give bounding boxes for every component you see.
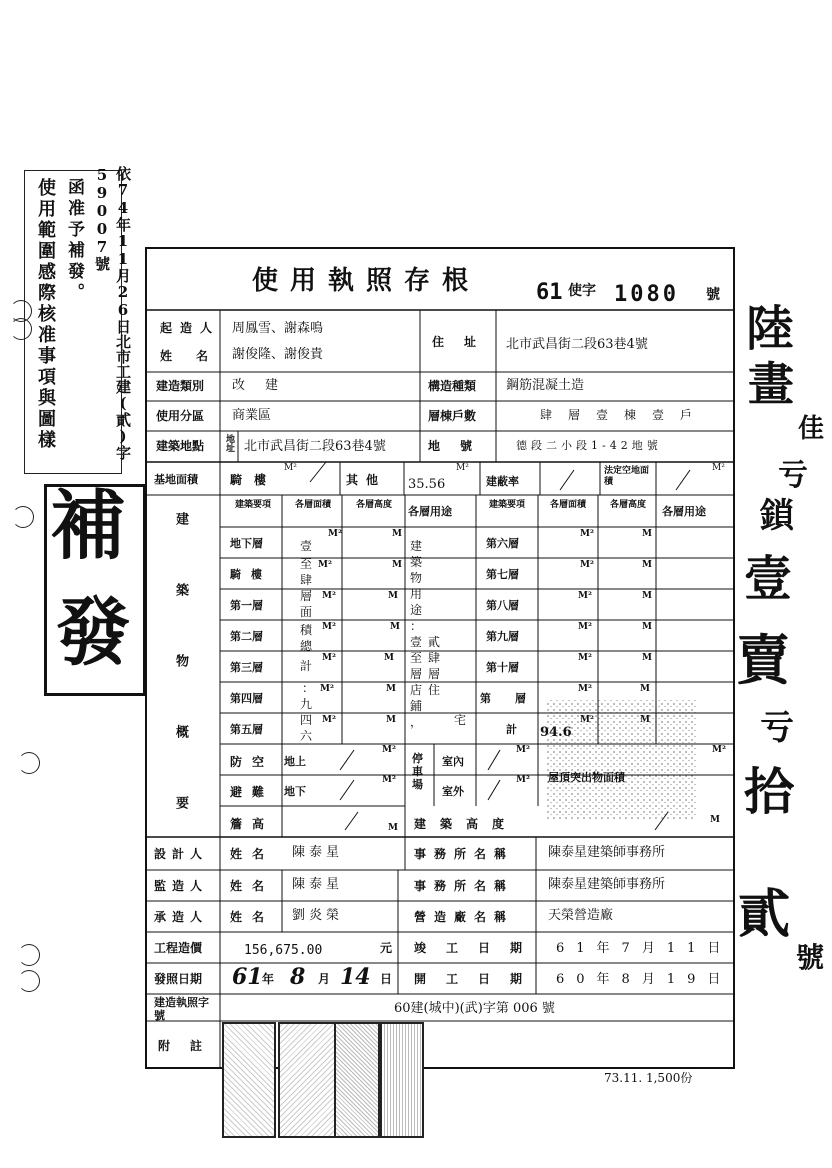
right-margin-char-4: 鎖 <box>760 496 794 536</box>
site-addr-label: 地址 <box>224 434 234 452</box>
contractor-name: 劉炎榮 <box>292 908 344 923</box>
build-type-value: 改建 <box>232 378 299 393</box>
left-note-col2: 函准予補發。 <box>64 178 84 304</box>
other-label: 其他 <box>346 473 387 487</box>
m-unit: M <box>642 591 652 601</box>
cost-total-value: 156,675.00 <box>244 943 323 958</box>
floor-row-label: 第六層 <box>486 537 519 550</box>
address-value: 北市武昌街二段63巷4號 <box>506 337 648 352</box>
structure-value: 鋼筋混凝土造 <box>506 378 585 393</box>
use-note-char: 宅 <box>454 713 467 727</box>
ymd-year: 年 <box>262 972 275 986</box>
right-margin-char-7: 亏 <box>760 708 794 748</box>
use-note-char: 用 <box>410 587 423 601</box>
floors-units-value: 肆層壹棟壹戶 <box>540 408 709 422</box>
area-note-char: 壹 <box>300 539 313 553</box>
floor-row-label: 第二層 <box>230 630 263 643</box>
area-note-char: 九 <box>300 697 313 711</box>
designer-label: 設計人 <box>154 847 209 861</box>
name-label: 姓名 <box>230 847 275 861</box>
site-label: 建築地點 <box>156 439 205 453</box>
m2-unit: M² <box>284 463 297 473</box>
reissue-stamp-char2: 發 <box>56 590 130 676</box>
m2-unit: M² <box>456 463 469 473</box>
permit-suffix: 號 <box>706 287 720 303</box>
floor-row-label: 第七層 <box>486 568 519 581</box>
area-note-char: 層 <box>300 589 313 603</box>
bldg-height-label: 建築高度 <box>414 817 519 831</box>
issue-year: 61 <box>232 964 263 990</box>
shelter-label: 防空 <box>230 755 275 769</box>
right-margin-char-10: 號 <box>796 941 825 974</box>
complete-date: 61年7月11日 <box>556 941 733 956</box>
use-note-char: 住 <box>428 683 441 697</box>
contractor-label: 承造人 <box>154 910 209 924</box>
refuge-label: 避難 <box>230 785 275 799</box>
ymd-day: 日 <box>380 972 393 986</box>
m-unit: M <box>392 560 402 570</box>
area-note-char: 計 <box>300 659 313 673</box>
site-addr-value: 北市武昌街二段63巷4號 <box>244 439 386 454</box>
left-note-col3: 使用範圍感際核准事項與圖樣 <box>35 178 56 451</box>
m-unit: M <box>640 684 650 694</box>
floor-row-label: 第五層 <box>230 723 263 736</box>
m2-unit: M² <box>318 560 332 570</box>
below-label: 地下 <box>284 785 306 798</box>
m-unit: M <box>642 653 652 663</box>
use-zone-value: 商業區 <box>232 408 272 423</box>
right-margin-char-0: 陸 <box>746 301 795 357</box>
m-unit: M <box>642 560 652 570</box>
office-label: 事務所名稱 <box>414 879 515 893</box>
m2-unit: M² <box>320 684 334 694</box>
name-label: 姓名 <box>230 879 275 893</box>
m2-unit: M² <box>580 529 594 539</box>
m2-unit: M² <box>712 745 726 755</box>
floor-row-label: 第三層 <box>230 661 263 674</box>
name-label: 姓名 <box>230 910 275 924</box>
seal-stamp <box>222 1022 276 1138</box>
seal-stamp <box>278 1022 336 1138</box>
other-area-value: 35.56 <box>408 477 446 492</box>
m2-unit: M² <box>578 622 592 632</box>
m2-unit: M² <box>382 745 396 755</box>
start-label: 開工日期 <box>414 972 543 986</box>
seal-stamp <box>334 1022 380 1138</box>
area-note-char: 六 <box>300 729 313 743</box>
m2-unit: M² <box>516 745 530 755</box>
company-label: 營造廠名稱 <box>414 910 515 924</box>
right-margin-char-1: 畫 <box>748 357 794 411</box>
owners-line1: 周鳳雪、謝森鳴 <box>232 321 324 336</box>
permit-text: 60建(城中)(武)字第 006 號 <box>394 1001 555 1016</box>
m-unit: M <box>386 715 396 725</box>
build-ratio-label: 建蔽率 <box>486 475 519 488</box>
col-area-a: 各層面積 <box>294 500 331 510</box>
floor-row-label: 第四層 <box>230 692 263 705</box>
col-height-b: 各層高度 <box>609 500 646 510</box>
owners-line2: 謝俊隆、謝俊貴 <box>232 347 324 362</box>
m2-unit: M² <box>382 775 396 785</box>
m-unit: M <box>642 529 652 539</box>
floor-row-label: 地下層 <box>230 537 263 550</box>
supervisor-name: 陳泰星 <box>292 877 344 892</box>
area-note-char: 總 <box>300 639 313 653</box>
use-note-char: 物 <box>410 571 423 585</box>
right-margin-char-5: 壹 <box>744 551 793 607</box>
m-unit: M <box>388 823 398 833</box>
arcade-label: 騎樓 <box>230 473 279 487</box>
use-zone-label: 使用分區 <box>156 409 205 423</box>
right-margin-char-9: 貳 <box>738 884 791 945</box>
m2-unit: M² <box>322 715 336 725</box>
use-note-char: ： <box>410 619 423 633</box>
left-note-col1: 依74年11月26日北市工建(貳)字59007號 <box>93 166 132 460</box>
structure-label: 構造種類 <box>428 379 477 393</box>
m2-unit: M² <box>578 653 592 663</box>
m-unit: M <box>642 622 652 632</box>
m2-unit: M² <box>580 715 594 725</box>
m2-unit: M² <box>322 622 336 632</box>
page-title: 使用執照存根 <box>252 266 481 296</box>
floor-row-label: 第層 <box>480 692 550 705</box>
use-note-char: 至 <box>410 651 423 665</box>
right-margin-char-6: 賣 <box>736 628 790 692</box>
permit-prefix: 61 <box>536 280 563 305</box>
yuan-unit: 元 <box>380 941 393 955</box>
floor-row-label: 第十層 <box>486 661 519 674</box>
m-unit: M <box>388 591 398 601</box>
area-note-char: 肆 <box>300 573 313 587</box>
m2-unit: M² <box>322 591 336 601</box>
use-note-char: 層 <box>428 667 441 681</box>
floors-units-label: 層棟戶數 <box>428 409 477 423</box>
m2-unit: M² <box>580 560 594 570</box>
col-item-b: 建築要項 <box>488 500 525 510</box>
floor-row-label: 第八層 <box>486 599 519 612</box>
col-use-a: 各層用途 <box>408 505 452 518</box>
col-area-b: 各層面積 <box>549 500 586 510</box>
area-note-char: ： <box>302 681 315 695</box>
m-unit: M <box>640 715 650 725</box>
use-note-char: ， <box>410 715 423 729</box>
use-note-char: 店 <box>410 683 423 697</box>
parking-label: 停車場 <box>412 752 423 792</box>
right-margin-char-2: 佳 <box>798 414 825 444</box>
m2-unit: M² <box>322 653 336 663</box>
above-label: 地上 <box>284 755 306 768</box>
use-note-char: 肆 <box>428 651 441 665</box>
m-unit: M <box>384 653 394 663</box>
m-unit: M <box>390 622 400 632</box>
m2-unit: M² <box>578 684 592 694</box>
m2-unit: M² <box>516 775 530 785</box>
use-note-char: 築 <box>410 555 423 569</box>
issue-label: 發照日期 <box>154 972 203 986</box>
lot-value: 德段二小段1-42地號 <box>516 439 662 452</box>
lot-label: 地號 <box>428 439 493 453</box>
roof-area-label: 屋頂突出物面積 <box>548 771 625 784</box>
office-label: 事務所名稱 <box>414 847 515 861</box>
total-area-value: 94.6 <box>540 725 572 740</box>
supervisor-label: 監造人 <box>154 879 209 893</box>
permit-number: 1080 <box>614 282 679 307</box>
m2-unit: M² <box>578 591 592 601</box>
indoor-label: 室內 <box>442 755 464 768</box>
legal-open-label: 法定空地面積 <box>604 466 650 487</box>
address-label: 住址 <box>432 335 497 349</box>
m-unit: M <box>710 815 720 825</box>
use-note-char: 層 <box>410 667 423 681</box>
use-note-char: 建 <box>410 539 423 553</box>
area-note-char: 積 <box>300 623 313 637</box>
use-note-char: 途 <box>410 603 423 617</box>
floor-row-label: 計 <box>506 723 517 736</box>
m2-unit: M² <box>712 463 725 473</box>
issue-month: 8 <box>290 964 306 990</box>
note-label: 附註 <box>158 1039 223 1053</box>
cost-total-label: 工程造價 <box>154 941 203 955</box>
col-use-b: 各層用途 <box>662 505 706 518</box>
complete-label: 竣工日期 <box>414 941 543 955</box>
reissue-stamp-char1: 補 <box>50 481 126 570</box>
floor-row-label: 騎樓 <box>230 568 272 581</box>
area-note-char: 面 <box>300 605 313 619</box>
seal-stamp <box>380 1022 424 1138</box>
building-overview-label: 建築物概要 <box>173 512 188 867</box>
use-note-char: 壹 <box>410 635 423 649</box>
ymd-month: 月 <box>318 972 331 986</box>
designer-name: 陳泰星 <box>292 845 344 860</box>
designer-office: 陳泰星建築師事務所 <box>548 845 666 860</box>
m-unit: M <box>386 684 396 694</box>
permit-word: 使字 <box>568 283 596 299</box>
m2-unit: M² <box>328 529 342 539</box>
eaves-label: 簷高 <box>230 817 275 831</box>
issue-day: 14 <box>340 964 371 990</box>
footer-code: 73.11. 1,500份 <box>604 1071 693 1085</box>
m-unit: M <box>392 529 402 539</box>
use-note-char: 鋪 <box>410 699 423 713</box>
area-note-char: 至 <box>300 557 313 571</box>
area-note-char: 四 <box>300 713 313 727</box>
owner-label-1: 起造人 <box>160 321 221 335</box>
permit-label: 建造執照字號 <box>154 996 209 1023</box>
owner-label-2: 姓名 <box>160 349 233 363</box>
right-margin-char-8: 拾 <box>744 762 794 821</box>
col-height-a: 各層高度 <box>355 500 392 510</box>
col-item-a: 建築要項 <box>234 500 271 510</box>
outdoor-label: 室外 <box>442 785 464 798</box>
supervisor-office: 陳泰星建築師事務所 <box>548 877 666 892</box>
floor-row-label: 第一層 <box>230 599 263 612</box>
floor-row-label: 第九層 <box>486 630 519 643</box>
base-area-label: 基地面積 <box>154 473 198 486</box>
start-date: 60年8月19日 <box>556 972 733 987</box>
right-margin-char-3: 亏 <box>778 458 808 493</box>
use-note-char: 貳 <box>428 635 441 649</box>
build-type-label: 建造類別 <box>156 379 205 393</box>
contractor-company: 天榮營造廠 <box>548 908 614 923</box>
